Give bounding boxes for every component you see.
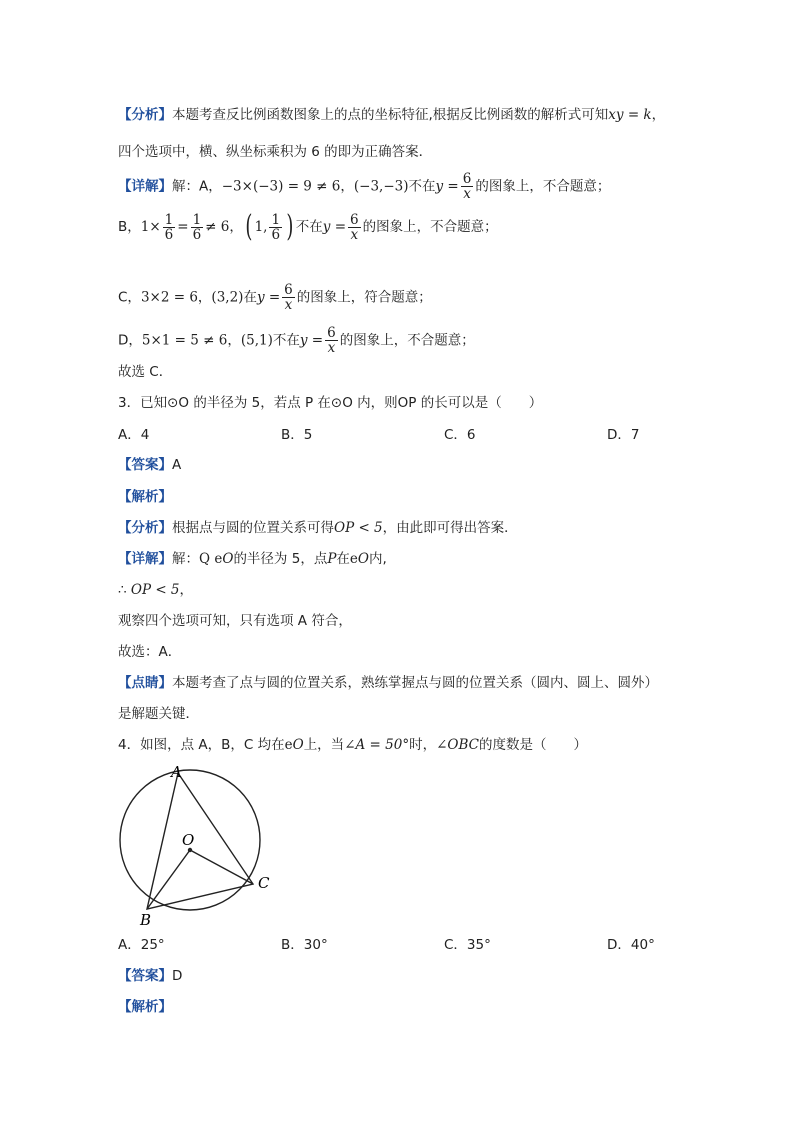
fraction xyxy=(325,326,338,355)
choose-text: 故选 C． xyxy=(118,364,173,380)
question-4-end: 的度数是（ ） xyxy=(478,737,587,753)
p-symbol: P xyxy=(327,551,337,567)
y-eq: y = xyxy=(256,289,281,306)
label-a: A xyxy=(171,763,182,781)
denominator: 6 xyxy=(192,226,202,243)
punct: ， xyxy=(651,107,666,123)
e-symbol: e xyxy=(349,551,358,567)
q3-option-c: C．6 xyxy=(444,427,476,443)
o-symbol: O xyxy=(292,737,304,753)
answer-tag: 【答案】 xyxy=(118,968,172,984)
circle-figure xyxy=(112,762,282,932)
fraction xyxy=(348,213,361,242)
equals: = xyxy=(177,219,189,235)
formula-d: 5×1 = 5 ≠ 6 xyxy=(141,332,228,349)
e-symbol: e xyxy=(284,737,293,753)
relation: 在 xyxy=(243,289,257,306)
choose-3 xyxy=(118,642,181,662)
denominator: x xyxy=(348,227,361,242)
punct: ， xyxy=(340,178,354,195)
q4-option-a: A．25° xyxy=(118,937,165,953)
formula-xy-k: xy = k xyxy=(608,107,652,123)
fraction xyxy=(282,283,295,312)
q4-option-d: D．40° xyxy=(607,937,655,953)
numerator: 6 xyxy=(284,282,293,298)
detail-line-c xyxy=(118,283,432,312)
relation: 不在 xyxy=(272,332,300,349)
question-4-text: 4．如图，点 A，B，C 均在 xyxy=(118,737,285,753)
dianjing-3b xyxy=(118,704,199,724)
jiexi-tag: 【解析】 xyxy=(118,489,172,505)
fraction xyxy=(163,213,176,242)
numerator: 6 xyxy=(350,211,359,228)
detail-line-a xyxy=(118,172,610,201)
q4-option-c: C．35° xyxy=(444,937,491,953)
punct: ， xyxy=(227,332,241,349)
answer-value: D xyxy=(172,968,183,984)
observe-text: 观察四个选项可知，只有选项 A 符合， xyxy=(118,613,352,629)
q4-option-b: B．30° xyxy=(281,937,328,953)
right-paren: ) xyxy=(286,209,294,244)
fraction xyxy=(191,213,204,242)
nei: 内, xyxy=(369,551,387,567)
not-equal: ≠ 6 xyxy=(205,219,230,235)
detail-tag: 【详解】 xyxy=(118,178,172,195)
formula-op: OP < 5 xyxy=(334,520,383,536)
y-eq: y = xyxy=(435,178,459,195)
denominator: 6 xyxy=(164,226,174,243)
q3-option-b: B．5 xyxy=(281,427,313,443)
dianjing-text: 本题考查了点与圆的位置关系，熟练掌握点与圆的位置关系（圆内、圆上、圆外） xyxy=(172,675,658,691)
triangle-abc xyxy=(147,773,253,909)
o-symbol: O xyxy=(222,551,234,567)
jiexi-3 xyxy=(118,487,172,507)
jie: 解： xyxy=(172,551,199,567)
numerator: 1 xyxy=(164,211,174,228)
o-symbol: O xyxy=(357,551,369,567)
option-c-label: C， xyxy=(118,289,141,306)
conclusion: 的图象上，不合题意； xyxy=(475,178,611,195)
fraction xyxy=(461,172,474,201)
choose-c xyxy=(118,362,172,382)
question-4 xyxy=(118,735,587,755)
numerator: 1 xyxy=(271,211,281,228)
denominator: x xyxy=(325,340,338,355)
left-paren: ( xyxy=(245,209,253,244)
point-b-x: 1, xyxy=(254,219,268,235)
therefore-3 xyxy=(118,580,193,600)
numerator: 6 xyxy=(327,325,336,341)
zai: 在 xyxy=(336,551,350,567)
analysis-tag: 【分析】 xyxy=(118,107,172,123)
xiangjie-3 xyxy=(118,549,387,569)
jiexi-tag: 【解析】 xyxy=(118,999,172,1015)
dianjing-3 xyxy=(118,673,658,693)
formula-c: 3×2 = 6 xyxy=(140,289,198,306)
formula-op: OP < 5 xyxy=(130,582,180,598)
jiexi-4 xyxy=(118,997,172,1017)
question-3-text: 3．已知⊙O 的半径为 5，若点 P 在⊙O 内，则OP 的长可以是（ ） xyxy=(118,395,543,411)
answer-4 xyxy=(118,966,182,986)
conclusion: 的图象上，不合题意； xyxy=(339,332,475,349)
option-b-label: B， xyxy=(118,219,141,235)
answer-tag: 【答案】 xyxy=(118,457,172,473)
punct: ， xyxy=(197,289,212,306)
detail-line-d xyxy=(118,326,475,355)
point-a: (−3,−3) xyxy=(353,178,409,195)
shi: 时， xyxy=(409,737,437,753)
xiangjie-text: 的半径为 5，点 xyxy=(233,551,328,567)
punct: ， xyxy=(179,582,194,598)
q3-option-d: D．7 xyxy=(607,427,640,443)
fenxi-end: ，由此即可得出答案． xyxy=(382,520,518,536)
numerator: 6 xyxy=(462,171,472,187)
numerator: 1 xyxy=(192,211,202,228)
fenxi-3 xyxy=(118,518,518,538)
y-eq: y = xyxy=(299,332,324,349)
q-e-symbol: Q e xyxy=(199,551,223,567)
denominator: x xyxy=(282,297,295,312)
denominator: x xyxy=(461,186,474,201)
relation: 不在 xyxy=(408,178,436,195)
q3-option-a: A．4 xyxy=(118,427,150,443)
option-d-label: D， xyxy=(118,332,142,349)
question-3 xyxy=(118,393,542,413)
dianjing-text-2: 是解题关键． xyxy=(118,706,199,722)
label-b: B xyxy=(140,911,152,929)
punct: ， xyxy=(229,219,243,235)
y-eq: y = xyxy=(322,219,347,235)
point-c: (3,2) xyxy=(211,289,244,306)
analysis-line-1 xyxy=(118,105,665,125)
choose-text: 故选：A． xyxy=(118,644,182,660)
fenxi-tag: 【分析】 xyxy=(118,520,172,536)
denominator: 6 xyxy=(271,226,281,243)
angle-a: ∠A = 50° xyxy=(344,737,410,753)
label-o: O xyxy=(182,831,195,849)
analysis-text: 本题考查反比例函数图象上的点的坐标特征,根据反比例函数的解析式可知 xyxy=(172,107,609,123)
conclusion: 的图象上，不合题意； xyxy=(362,219,498,235)
relation: 不在 xyxy=(295,219,323,235)
analysis-line-2 xyxy=(118,142,432,162)
angle-obc: ∠OBC xyxy=(436,737,479,753)
option-a-label: 解：A， xyxy=(172,178,222,195)
fenxi-text: 根据点与圆的位置关系可得 xyxy=(172,520,334,536)
observe-3 xyxy=(118,611,352,631)
formula-a: −3×(−3) = 9 ≠ 6 xyxy=(221,178,341,195)
detail-line-b xyxy=(118,209,498,244)
formula-b-part: 1× xyxy=(140,219,161,235)
point-d: (5,1) xyxy=(240,332,273,349)
therefore-symbol: ∴ xyxy=(118,582,127,598)
analysis-text-2: 四个选项中，横、纵坐标乘积为 6 的即为正确答案． xyxy=(118,144,433,160)
dianjing-tag: 【点睛】 xyxy=(118,675,172,691)
xiangjie-tag: 【详解】 xyxy=(118,551,172,567)
fraction xyxy=(269,213,282,242)
shang-dang: 上，当 xyxy=(303,737,345,753)
segment-oc xyxy=(190,850,253,884)
label-c: C xyxy=(258,874,270,892)
answer-3 xyxy=(118,455,181,475)
conclusion: 的图象上，符合题意； xyxy=(296,289,432,306)
answer-value: A xyxy=(172,457,182,473)
